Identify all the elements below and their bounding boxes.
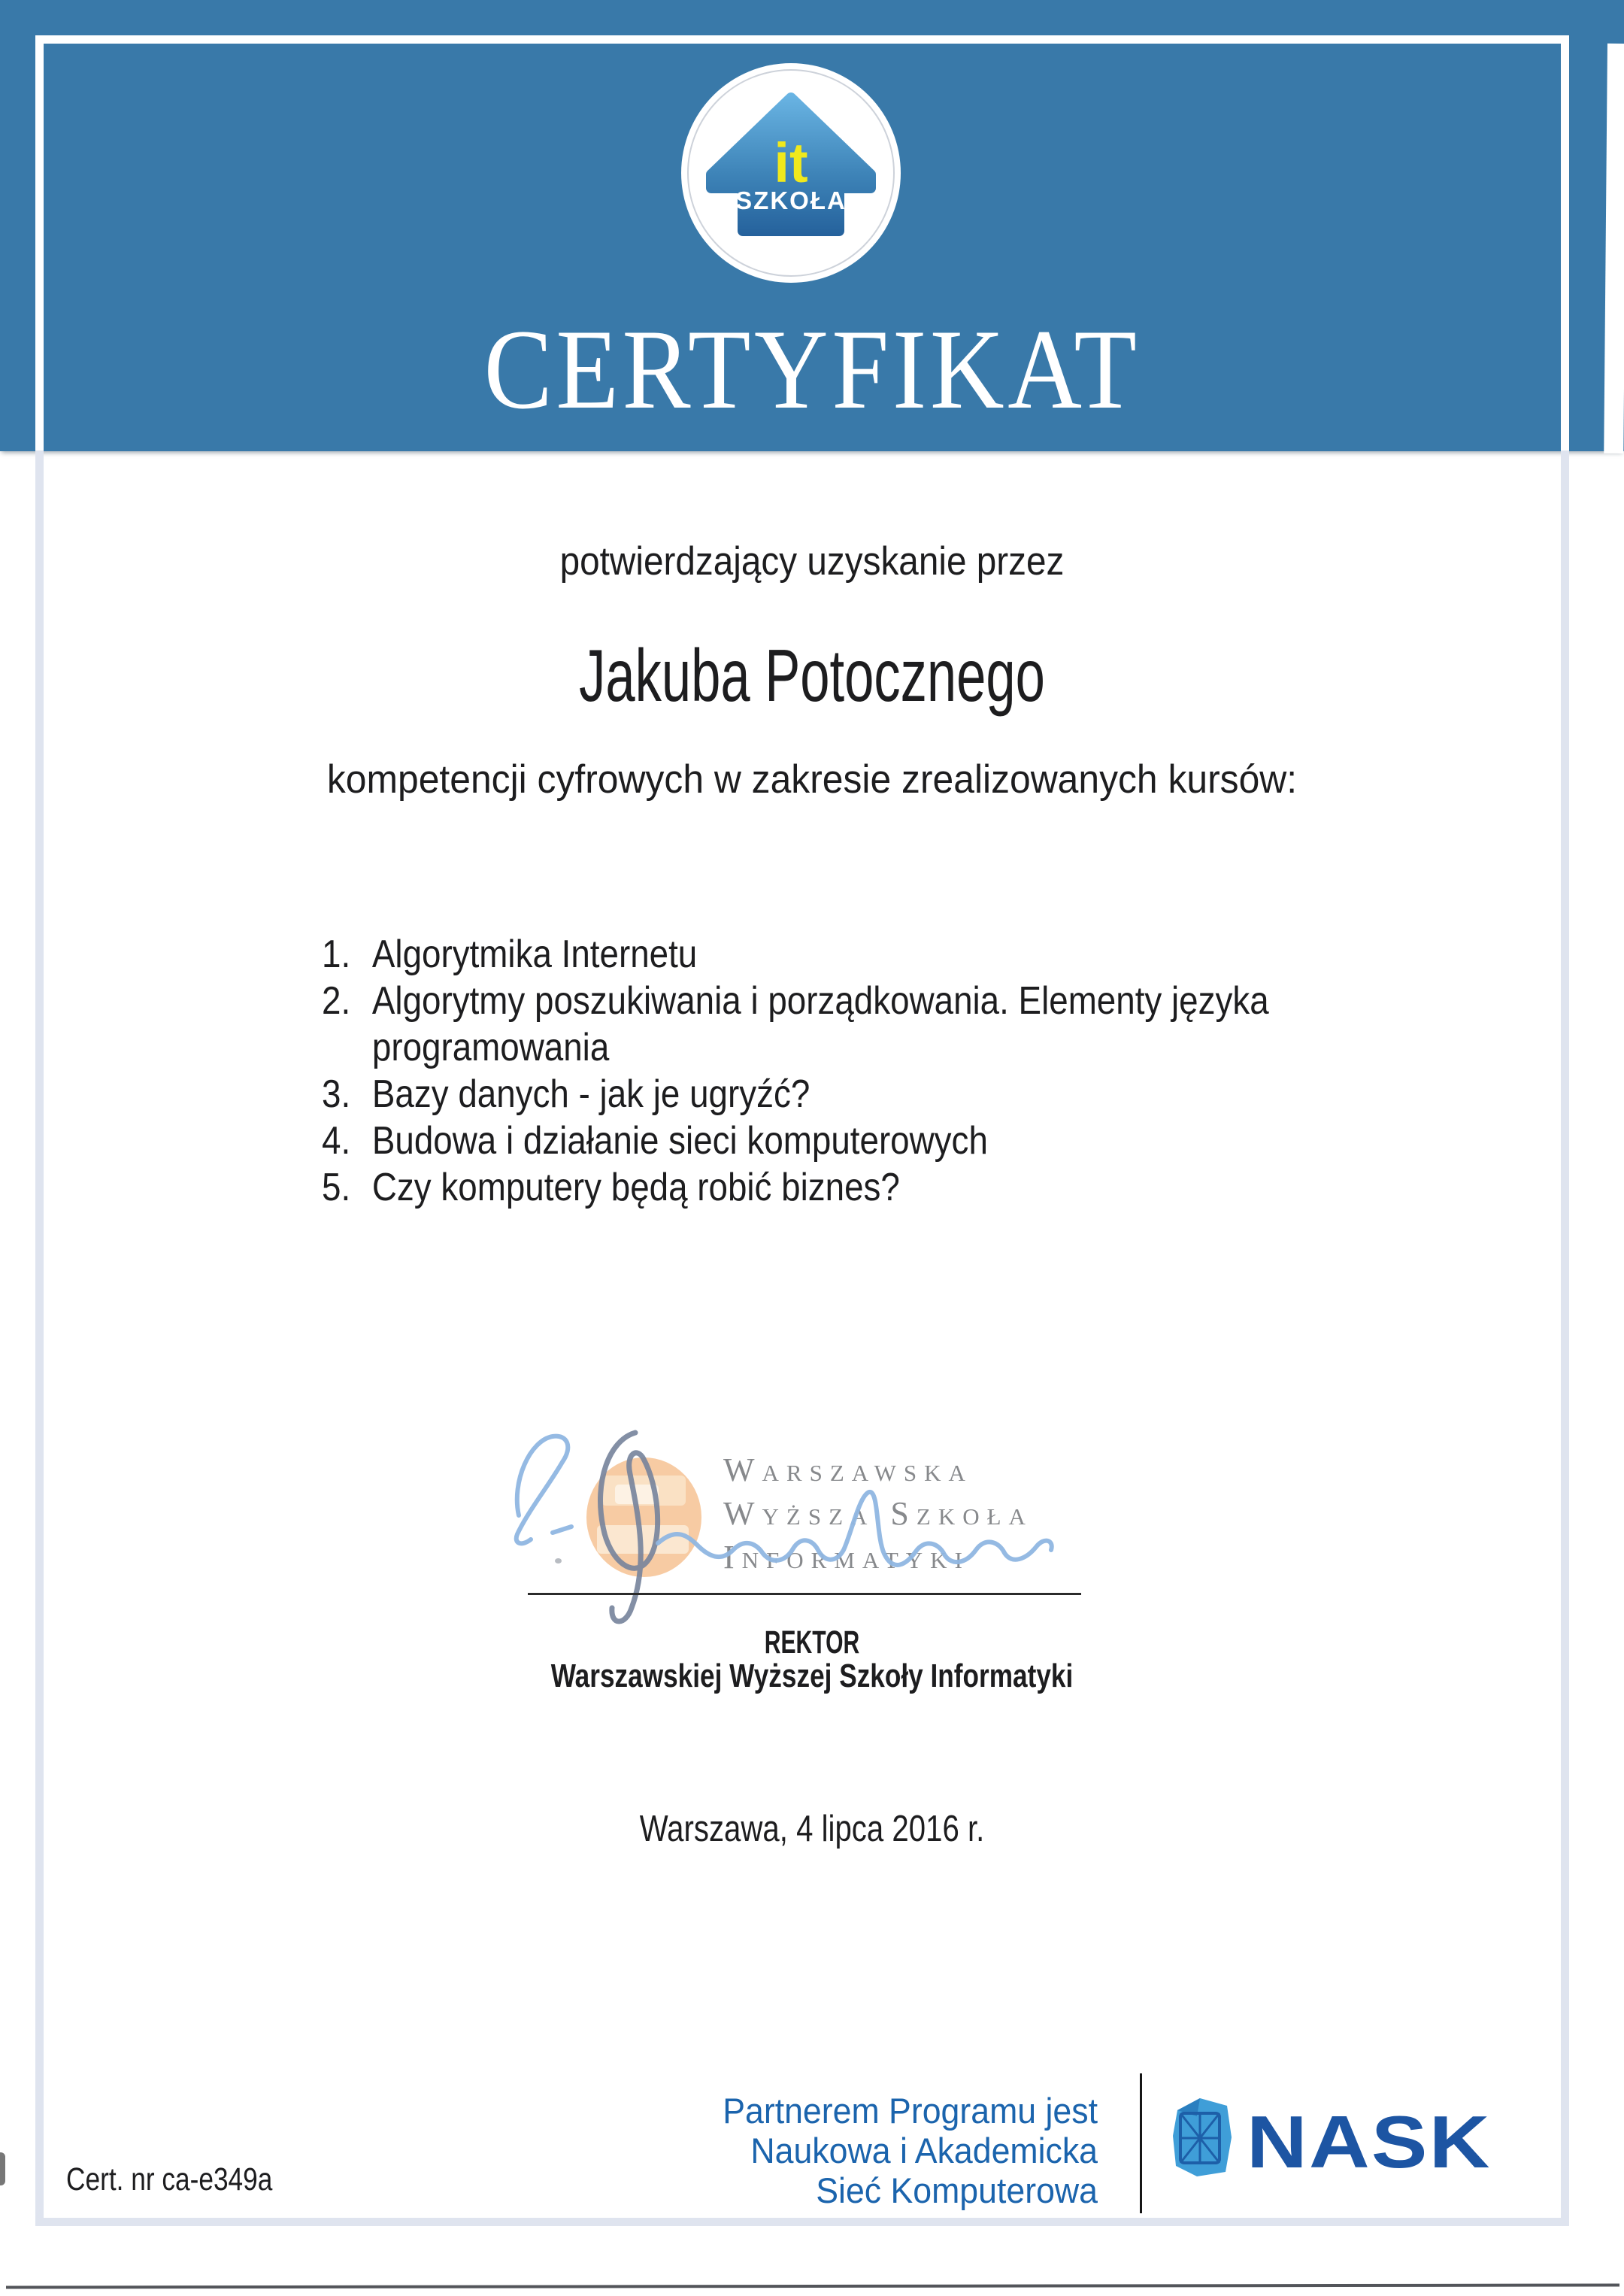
course-list bbox=[322, 931, 1301, 1211]
course-title: Czy komputery będą robić biznes? bbox=[371, 1166, 900, 1209]
logo-szkola-text: SZKOŁA bbox=[735, 187, 847, 214]
partner-line: Partnerem Programu jest bbox=[723, 2091, 1098, 2131]
course-number: 3. bbox=[322, 1072, 351, 1116]
subtitle-line: kompetencji cyfrowych w zakresie zrealizowanych kursów: bbox=[326, 757, 1298, 802]
certificate-title: CERTYFIKAT bbox=[483, 306, 1141, 432]
itszkola-logo bbox=[681, 63, 901, 283]
partner-line: Sieć Komputerowa bbox=[816, 2170, 1098, 2210]
footer-divider bbox=[1140, 2073, 1142, 2213]
course-number: 4. bbox=[322, 1119, 351, 1163]
scan-bottom-line bbox=[6, 2284, 1619, 2289]
partner-line: Naukowa i Akademicka bbox=[750, 2131, 1098, 2170]
watermark-line: Informatyki bbox=[723, 1539, 970, 1576]
course-title: Budowa i działanie sieci komputerowych bbox=[371, 1119, 988, 1163]
handwritten-signature bbox=[496, 1414, 1068, 1647]
recipient-name: Jakuba Potocznego bbox=[579, 634, 1045, 717]
course-item bbox=[322, 1071, 1301, 1118]
logo-it-text: it bbox=[774, 132, 808, 194]
signature-line bbox=[528, 1593, 1081, 1595]
house-arrow-icon bbox=[681, 63, 901, 283]
course-item bbox=[322, 1164, 1301, 1211]
nask-wordmark: NASK bbox=[1247, 2100, 1492, 2183]
course-title: Bazy danych - jak je ugryźć? bbox=[371, 1072, 810, 1116]
nask-logo-icon bbox=[1167, 2098, 1241, 2176]
course-title: Algorytmy poszukiwania i porządkowania. Elementy języka programowania bbox=[371, 979, 1269, 1069]
ink-dot bbox=[555, 1558, 562, 1564]
place-date-line: Warszawa, 4 lipca 2016 r. bbox=[639, 1809, 985, 1849]
signatory-organization: Warszawskiej Wyższej Szkoły Informatyki bbox=[550, 1658, 1074, 1694]
scan-edge-artifact bbox=[1604, 44, 1624, 453]
course-title: Algorytmika Internetu bbox=[371, 933, 698, 976]
watermark-line: Warszawska bbox=[723, 1451, 973, 1488]
certificate-number: Cert. nr ca-e349a bbox=[66, 2161, 273, 2197]
course-number: 2. bbox=[322, 979, 351, 1023]
intro-line: potwierdzający uzyskanie przez bbox=[559, 539, 1065, 584]
signatory-title: REKTOR bbox=[764, 1624, 860, 1661]
course-item bbox=[322, 931, 1301, 978]
course-item bbox=[322, 978, 1301, 1071]
course-number: 5. bbox=[322, 1166, 351, 1209]
partner-text bbox=[512, 2091, 1098, 2210]
course-item bbox=[322, 1118, 1301, 1164]
watermark-line: Wyższa Szkoła bbox=[723, 1495, 1033, 1532]
scan-edge-mark bbox=[0, 2152, 5, 2185]
course-number: 1. bbox=[322, 933, 351, 976]
